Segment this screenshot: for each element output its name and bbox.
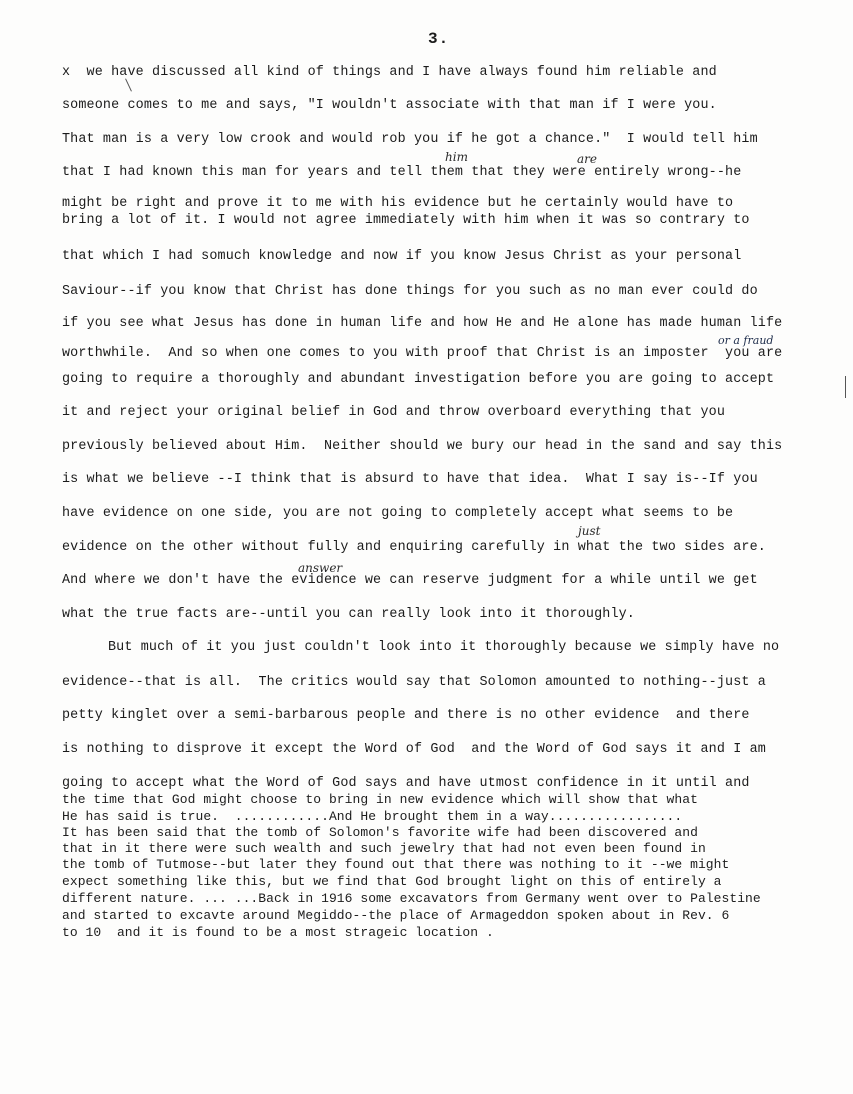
text-line: previously believed about Him. Neither should we bury our head in the sand and say this <box>62 439 783 454</box>
text-line: evidence on the other without fully and enquiring carefully in what the two sides are. <box>62 540 766 555</box>
text-line: different nature. ... ...Back in 1916 some excavators from Germany went over to Palestine <box>62 891 761 906</box>
text-line: what the true facts are--until you can really look into it thoroughly. <box>62 607 635 622</box>
text-line: and started to excavte around Megiddo--the place of Armageddon spoken about in Rev. 6 <box>62 908 730 923</box>
text-line: that in it there were such wealth and such jewelry that had not even been found in <box>62 841 706 856</box>
text-line: x we have discussed all kind of things and I have always found him reliable and <box>62 65 717 80</box>
text-line: have evidence on one side, you are not going to completely accept what seems to be <box>62 506 734 521</box>
text-line: But much of it you just couldn't look into it thoroughly because we simply have no <box>108 640 780 655</box>
handwritten-insert: or a fraud <box>718 334 774 347</box>
text-line: It has been said that the tomb of Solomon's favorite wife had been discovered and <box>62 825 698 840</box>
text-line: that which I had somuch knowledge and now if you know Jesus Christ as your personal <box>62 249 742 264</box>
text-line: is what we believe --I think that is absurd to have that idea. What I say is--If you <box>62 472 758 487</box>
text-line: petty kinglet over a semi-barbarous people and there is no other evidence and there <box>62 708 750 723</box>
text-line: going to accept what the Word of God says and have utmost confidence in it until and <box>62 776 750 791</box>
text-line: worthwhile. And so when one comes to you with proof that Christ is an imposter you are <box>62 346 783 361</box>
handwritten-insert: him <box>445 150 468 164</box>
text-line: And where we don't have the evidence we can reserve judgment for a while until we get <box>62 573 758 588</box>
margin-mark <box>845 376 846 398</box>
text-line: Saviour--if you know that Christ has done things for you such as no man ever could do <box>62 284 758 299</box>
text-line: the time that God might choose to bring in new evidence which will show that what <box>62 792 698 807</box>
text-line: that I had known this man for years and tell them that they were entirely wrong--he <box>62 165 742 180</box>
page-number: 3. <box>428 30 450 48</box>
text-line: might be right and prove it to me with his evidence but he certainly would have to <box>62 196 734 211</box>
handwritten-insert: just <box>578 524 601 538</box>
text-line: going to require a thoroughly and abundant investigation before you are going to accept <box>62 372 775 387</box>
text-line: it and reject your original belief in God and throw overboard everything that you <box>62 405 726 420</box>
margin-mark <box>125 78 132 91</box>
text-line: the tomb of Tutmose--but later they found out that there was nothing to it --we might <box>62 857 730 872</box>
text-line: evidence--that is all. The critics would say that Solomon amounted to nothing--just a <box>62 675 766 690</box>
text-line: He has said is true. ............And He brought them in a way................. <box>62 809 683 824</box>
text-line: is nothing to disprove it except the Word of God and the Word of God says it and I am <box>62 742 766 757</box>
handwritten-insert: are <box>577 152 597 166</box>
text-line: bring a lot of it. I would not agree immediately with him when it was so contrary to <box>62 213 750 228</box>
text-line: to 10 and it is found to be a most strageic location . <box>62 925 494 940</box>
text-line: someone comes to me and says, "I wouldn't associate with that man if I were you. <box>62 98 717 113</box>
text-line: if you see what Jesus has done in human life and how He and He alone has made human life <box>62 316 783 331</box>
text-line: That man is a very low crook and would rob you if he got a chance." I would tell him <box>62 132 758 147</box>
handwritten-insert: answer <box>298 561 343 575</box>
text-line: expect something like this, but we find that God brought light on this of entirely a <box>62 874 722 889</box>
